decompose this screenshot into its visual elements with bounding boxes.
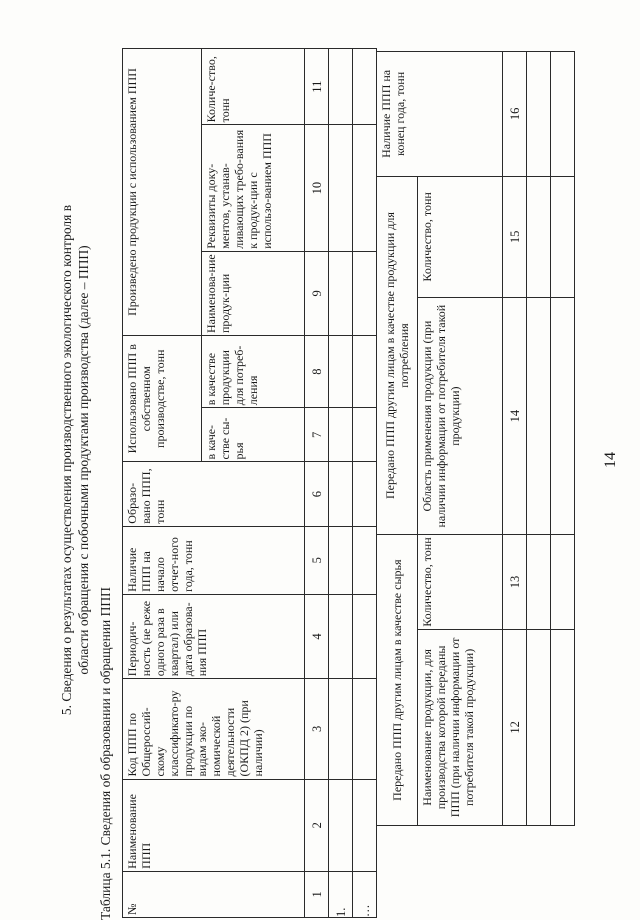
cell [527,535,551,629]
cell [329,462,353,526]
header-produced: Произведено продукции с использованием ППП [123,49,202,336]
header-used: Использовано ППП в собственном производстве, тонн [123,336,202,462]
header-row-1 [377,52,418,826]
cell [353,251,377,335]
cell [329,125,353,251]
header-raw-qty: Количество, тонн [418,535,503,629]
table-caption: Таблица 5.1. Сведения об образовании и обращении ППП [98,587,113,920]
colnum-9: 9 [305,251,329,335]
cell [329,49,353,125]
cell [527,297,551,534]
cell [329,779,353,871]
cell [353,594,377,678]
header-formed: Образо-вано ППП, тонн [123,462,305,526]
colnum-3: 3 [305,679,329,779]
cell [353,125,377,251]
cell [551,176,575,297]
colnum-16: 16 [503,52,527,177]
cell [551,52,575,177]
colnum-6: 6 [305,462,329,526]
cell [329,526,353,594]
colnum-10: 10 [305,125,329,251]
header-no: № [123,871,305,917]
header-period: Периодич-ность (не реже одного раза в квартал) или дата образова-ния ППП [123,594,305,678]
header-cons-qty: Количество, тонн [418,176,503,297]
column-number-row [503,52,527,826]
header-name: Наименование ППП [123,779,305,871]
page-number: 14 [602,452,619,468]
cell [527,176,551,297]
table-ppp-transfer [376,51,575,826]
cell [329,594,353,678]
colnum-1: 1 [305,871,329,917]
table-row [551,52,575,826]
cell [329,408,353,462]
row-number: 1. [329,871,353,917]
header-end: Наличие ППП на конец года, тонн [377,52,503,177]
heading-line-2: области обращения с побочными продуктами производства (далее – ППП) [76,245,91,675]
row-number: … [353,871,377,917]
header-used-product: в качестве продукции для потреб-ления [202,336,305,408]
colnum-11: 11 [305,49,329,125]
cell [353,679,377,779]
cell [551,535,575,629]
colnum-8: 8 [305,336,329,408]
section-heading [58,105,92,815]
cell [551,629,575,825]
table-row [329,49,353,918]
table-row [527,52,551,826]
header-prod-qty: Количе-ство, тонн [202,49,305,125]
header-raw-group: Передано ППП другим лицам в качестве сырья [377,535,418,826]
cell [353,408,377,462]
colnum-4: 4 [305,594,329,678]
colnum-15: 15 [503,176,527,297]
colnum-5: 5 [305,526,329,594]
colnum-14: 14 [503,297,527,534]
header-raw-name: Наименование продукции, для производства которой переданы ППП (при наличии информации от потребителя такой продукции) [418,629,503,825]
cell [353,462,377,526]
header-code: Код ППП по Общероссий-скому классификато-ру продукции по видам эко-номической деятельности (ОКПД 2) (при наличии) [123,679,305,779]
colnum-7: 7 [305,408,329,462]
cell [329,251,353,335]
heading-line-1: 5. Сведения о результатах осуществления производственного экологического контроля в [59,204,74,716]
colnum-2: 2 [305,779,329,871]
header-prod-req: Реквизиты доку-ментов, устанав-ливающих требо-вания к продук-ции с использо-ванием ППП [202,125,305,251]
cell [527,52,551,177]
header-consumption-group: Передано ППП другим лицам в качестве продукции для потребления [377,176,418,535]
colnum-13: 13 [503,535,527,629]
table-ppp-formation [122,48,377,918]
header-row-1 [123,49,202,918]
cell [353,526,377,594]
cell [353,49,377,125]
cell [353,336,377,408]
header-used-raw: в каче-стве сы-рья [202,408,305,462]
cell [551,297,575,534]
cell [329,679,353,779]
column-number-row [305,49,329,918]
cell [329,336,353,408]
header-prod-name: Наименова-ние продук-ции [202,251,305,335]
colnum-12: 12 [503,629,527,825]
header-cons-area: Область применения продукции (при наличии информации от потребителя такой продукции) [418,297,503,534]
table-row [353,49,377,918]
header-start: Наличие ППП на начало отчет-ного года, тонн [123,526,305,594]
cell [527,629,551,825]
cell [353,779,377,871]
